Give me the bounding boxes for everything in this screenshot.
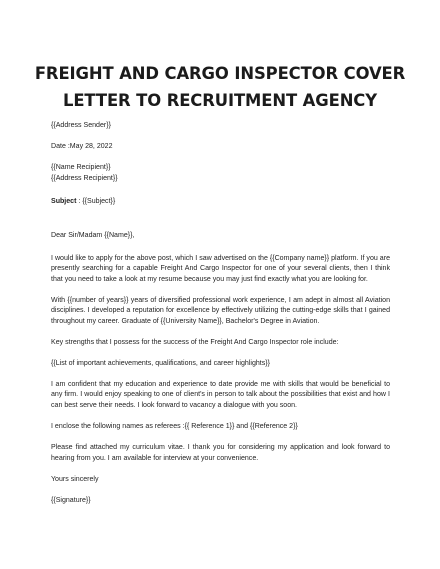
paragraph-confidence: I am confident that my education and experience to date provide me with skills that would be beneficial to any firm. I would enjoy speaking to one of client's in person to talk about the possibilities that exist and how I can best serve their needs. I look forward to vacancy a dialogue with you soon. <box>51 380 390 410</box>
name-recipient: {{Name Recipient}} <box>51 163 111 171</box>
closing: Yours sincerely <box>51 475 99 483</box>
salutation: Dear Sir/Madam {{Name}}, <box>51 231 135 239</box>
address-sender: {{Address Sender}} <box>51 122 111 129</box>
paragraph-intro: I would like to apply for the above post, which I saw advertised on the {{Company name}} platform. If you are presently searching for a capable Freight And Cargo Inspector for one of your several clients, then I think that you need to take a look at my resume because you may just find exactly what you are looking for. <box>51 254 390 283</box>
signature: {{Signature}} <box>51 496 91 504</box>
subject-label: Subject <box>51 197 77 205</box>
paragraph-key-strengths: Key strengths that I possess for the success of the Freight And Cargo Inspector role include: <box>51 338 339 346</box>
date-line: Date :May 28, 2022 <box>51 142 113 150</box>
subject-line <box>51 197 390 208</box>
paragraph-experience: With {{number of years}} years of diversified professional work experience, I am adept in almost all Aviation disciplines. I developed a reputation for excellence by effectively utilizing the cutting-edge skills that I gained throughout my career. Graduate of {{University Name}}, Bachelor's Degree in Aviation. <box>51 296 390 325</box>
paragraph-referees: I enclose the following names as referees :{{ Reference 1}} and {{Reference 2}} <box>51 423 298 430</box>
subject-value: : {{Subject}} <box>76 197 116 205</box>
paragraph-attachment: Please find attached my curriculum vitae. I thank you for considering my application and look forward to hearing from you. I am available for interview at your convenience. <box>51 443 390 462</box>
paragraph-achievements: {{List of important achievements, qualifications, and career highlights}} <box>51 359 270 367</box>
address-recipient: {{Address Recipient}} <box>51 174 118 182</box>
document-title: FREIGHT AND CARGO INSPECTOR COVER LETTER TO RECRUITMENT AGENCY <box>34 64 406 110</box>
letter-body <box>51 121 390 517</box>
